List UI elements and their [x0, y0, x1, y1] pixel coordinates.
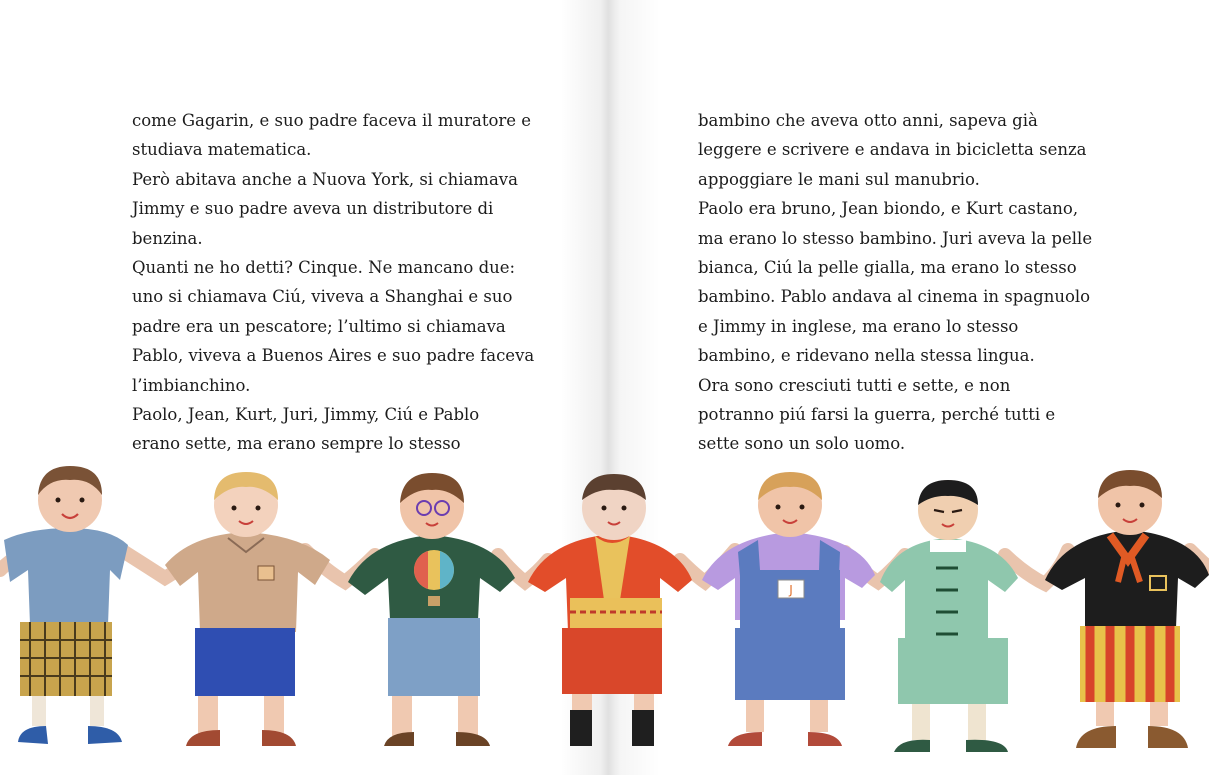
text-line: bianca, Ciú la pelle gialla, ma erano lo stesso	[698, 258, 1077, 278]
child-paolo	[4, 466, 128, 744]
child-jimmy	[702, 472, 875, 746]
child-ciu	[880, 480, 1018, 752]
text-line: leggere e scrivere e andava in bicicletta senza	[698, 140, 1087, 160]
text-line: Paolo era bruno, Jean biondo, e Kurt castano,	[698, 199, 1079, 219]
child-kurt	[348, 473, 515, 746]
text-line: padre era un pescatore; l’ultimo si chiamava	[132, 316, 506, 336]
child-pablo	[1045, 470, 1209, 748]
text-line: l’imbianchino.	[132, 375, 251, 395]
text-line: e Jimmy in inglese, ma erano lo stesso	[698, 316, 1019, 336]
text-line: sette sono un solo uomo.	[698, 434, 906, 454]
child-juri	[528, 474, 692, 746]
text-line: bambino, e ridevano nella stessa lingua.	[698, 346, 1035, 366]
text-line: Ora sono cresciuti tutti e sette, e non	[698, 375, 1011, 395]
text-line: erano sette, ma erano sempre lo stesso	[132, 434, 461, 454]
text-line: Quanti ne ho detti? Cinque. Ne mancano due:	[132, 258, 516, 278]
text-line: ma erano lo stesso bambino. Juri aveva la pelle	[698, 228, 1093, 248]
text-line: Paolo, Jean, Kurt, Juri, Jimmy, Ciú e Pablo	[132, 405, 480, 425]
text-line: Pablo, viveva a Buenos Aires e suo padre faceva	[132, 346, 535, 366]
text-line: studiava matematica.	[132, 140, 312, 160]
pocket-letter: J	[789, 583, 793, 597]
text-line: come Gagarin, e suo padre faceva il muratore e	[132, 111, 532, 130]
text-line: Jimmy e suo padre aveva un distributore di	[132, 199, 494, 219]
text-line: benzina.	[132, 228, 203, 248]
text-line: appoggiare le mani sul manubrio.	[698, 169, 980, 189]
left-page-text	[132, 106, 552, 459]
text-line: uno si chiamava Ciú, viveva a Shanghai e suo	[132, 287, 513, 307]
text-line: bambino. Pablo andava al cinema in spagnuolo	[698, 287, 1091, 307]
text-line: potranno piú farsi la guerra, perché tutti e	[698, 405, 1056, 425]
text-line: bambino che aveva otto anni, sapeva già	[698, 111, 1038, 130]
children-holding-hands-illustration	[0, 460, 1209, 760]
child-jean	[165, 472, 330, 746]
right-page-text	[698, 106, 1118, 459]
text-line: Però abitava anche a Nuova York, si chiamava	[132, 169, 518, 189]
